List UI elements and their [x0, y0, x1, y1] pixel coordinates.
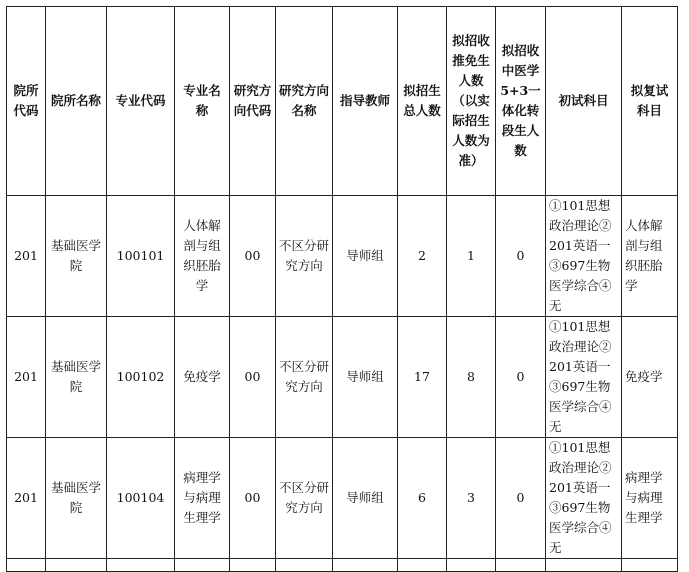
cell-college-name: 基础医学院	[46, 438, 107, 559]
cell-direction-name: 不区分研究方向	[276, 196, 333, 317]
cell-recommended: 1	[447, 196, 496, 317]
cell-total: 17	[398, 317, 447, 438]
cell-retest: 病理学与病理生理学	[622, 438, 678, 559]
cell-direction-name: 不区分研究方向	[276, 438, 333, 559]
header-direction-code: 研究方向代码	[230, 7, 276, 196]
cell-transfer: 0	[496, 317, 546, 438]
cell-retest: 人体解剖与组织胚胎学	[622, 196, 678, 317]
cell-college-code: 201	[7, 438, 46, 559]
header-direction-name: 研究方向名称	[276, 7, 333, 196]
cell-major-code: 100102	[107, 317, 175, 438]
cell-advisor: 导师组	[333, 317, 398, 438]
cell-direction-code: 00	[230, 438, 276, 559]
cell-major-name: 人体解剖与组织胚胎学	[175, 196, 230, 317]
admissions-table	[6, 6, 678, 572]
header-row	[7, 7, 678, 196]
cell-direction-code: 00	[230, 196, 276, 317]
cell-college-name: 基础医学院	[46, 317, 107, 438]
cell-advisor: 导师组	[333, 438, 398, 559]
cell-total: 2	[398, 196, 447, 317]
cell-direction-name: 不区分研究方向	[276, 317, 333, 438]
header-major-name: 专业名称	[175, 7, 230, 196]
cell-recommended: 3	[447, 438, 496, 559]
cell-transfer: 0	[496, 196, 546, 317]
admissions-table-container	[6, 6, 678, 572]
table-row	[7, 438, 678, 559]
table-row	[7, 196, 678, 317]
cell-exam: ①101思想政治理论②201英语一③697生物医学综合④无	[546, 317, 622, 438]
cell-exam: ①101思想政治理论②201英语一③697生物医学综合④无	[546, 196, 622, 317]
cell-major-code: 100101	[107, 196, 175, 317]
cell-recommended: 8	[447, 317, 496, 438]
header-total: 拟招生总人数	[398, 7, 447, 196]
table-row-partial	[7, 559, 678, 572]
cell-major-name: 病理学与病理生理学	[175, 438, 230, 559]
header-college-name: 院所名称	[46, 7, 107, 196]
header-retest: 拟复试科目	[622, 7, 678, 196]
cell-direction-code: 00	[230, 317, 276, 438]
cell-college-code: 201	[7, 196, 46, 317]
header-recommended: 拟招收推免生人数（以实际招生人数为准）	[447, 7, 496, 196]
header-transfer: 拟招收中医学5+3一体化转段生人数	[496, 7, 546, 196]
cell-major-name: 免疫学	[175, 317, 230, 438]
cell-exam: ①101思想政治理论②201英语一③697生物医学综合④无	[546, 438, 622, 559]
header-major-code: 专业代码	[107, 7, 175, 196]
header-advisor: 指导教师	[333, 7, 398, 196]
cell-college-name: 基础医学院	[46, 196, 107, 317]
cell-advisor: 导师组	[333, 196, 398, 317]
cell-major-code: 100104	[107, 438, 175, 559]
header-college-code: 院所代码	[7, 7, 46, 196]
cell-retest: 免疫学	[622, 317, 678, 438]
cell-transfer: 0	[496, 438, 546, 559]
header-exam: 初试科目	[546, 7, 622, 196]
cell-college-code: 201	[7, 317, 46, 438]
table-row	[7, 317, 678, 438]
cell-total: 6	[398, 438, 447, 559]
